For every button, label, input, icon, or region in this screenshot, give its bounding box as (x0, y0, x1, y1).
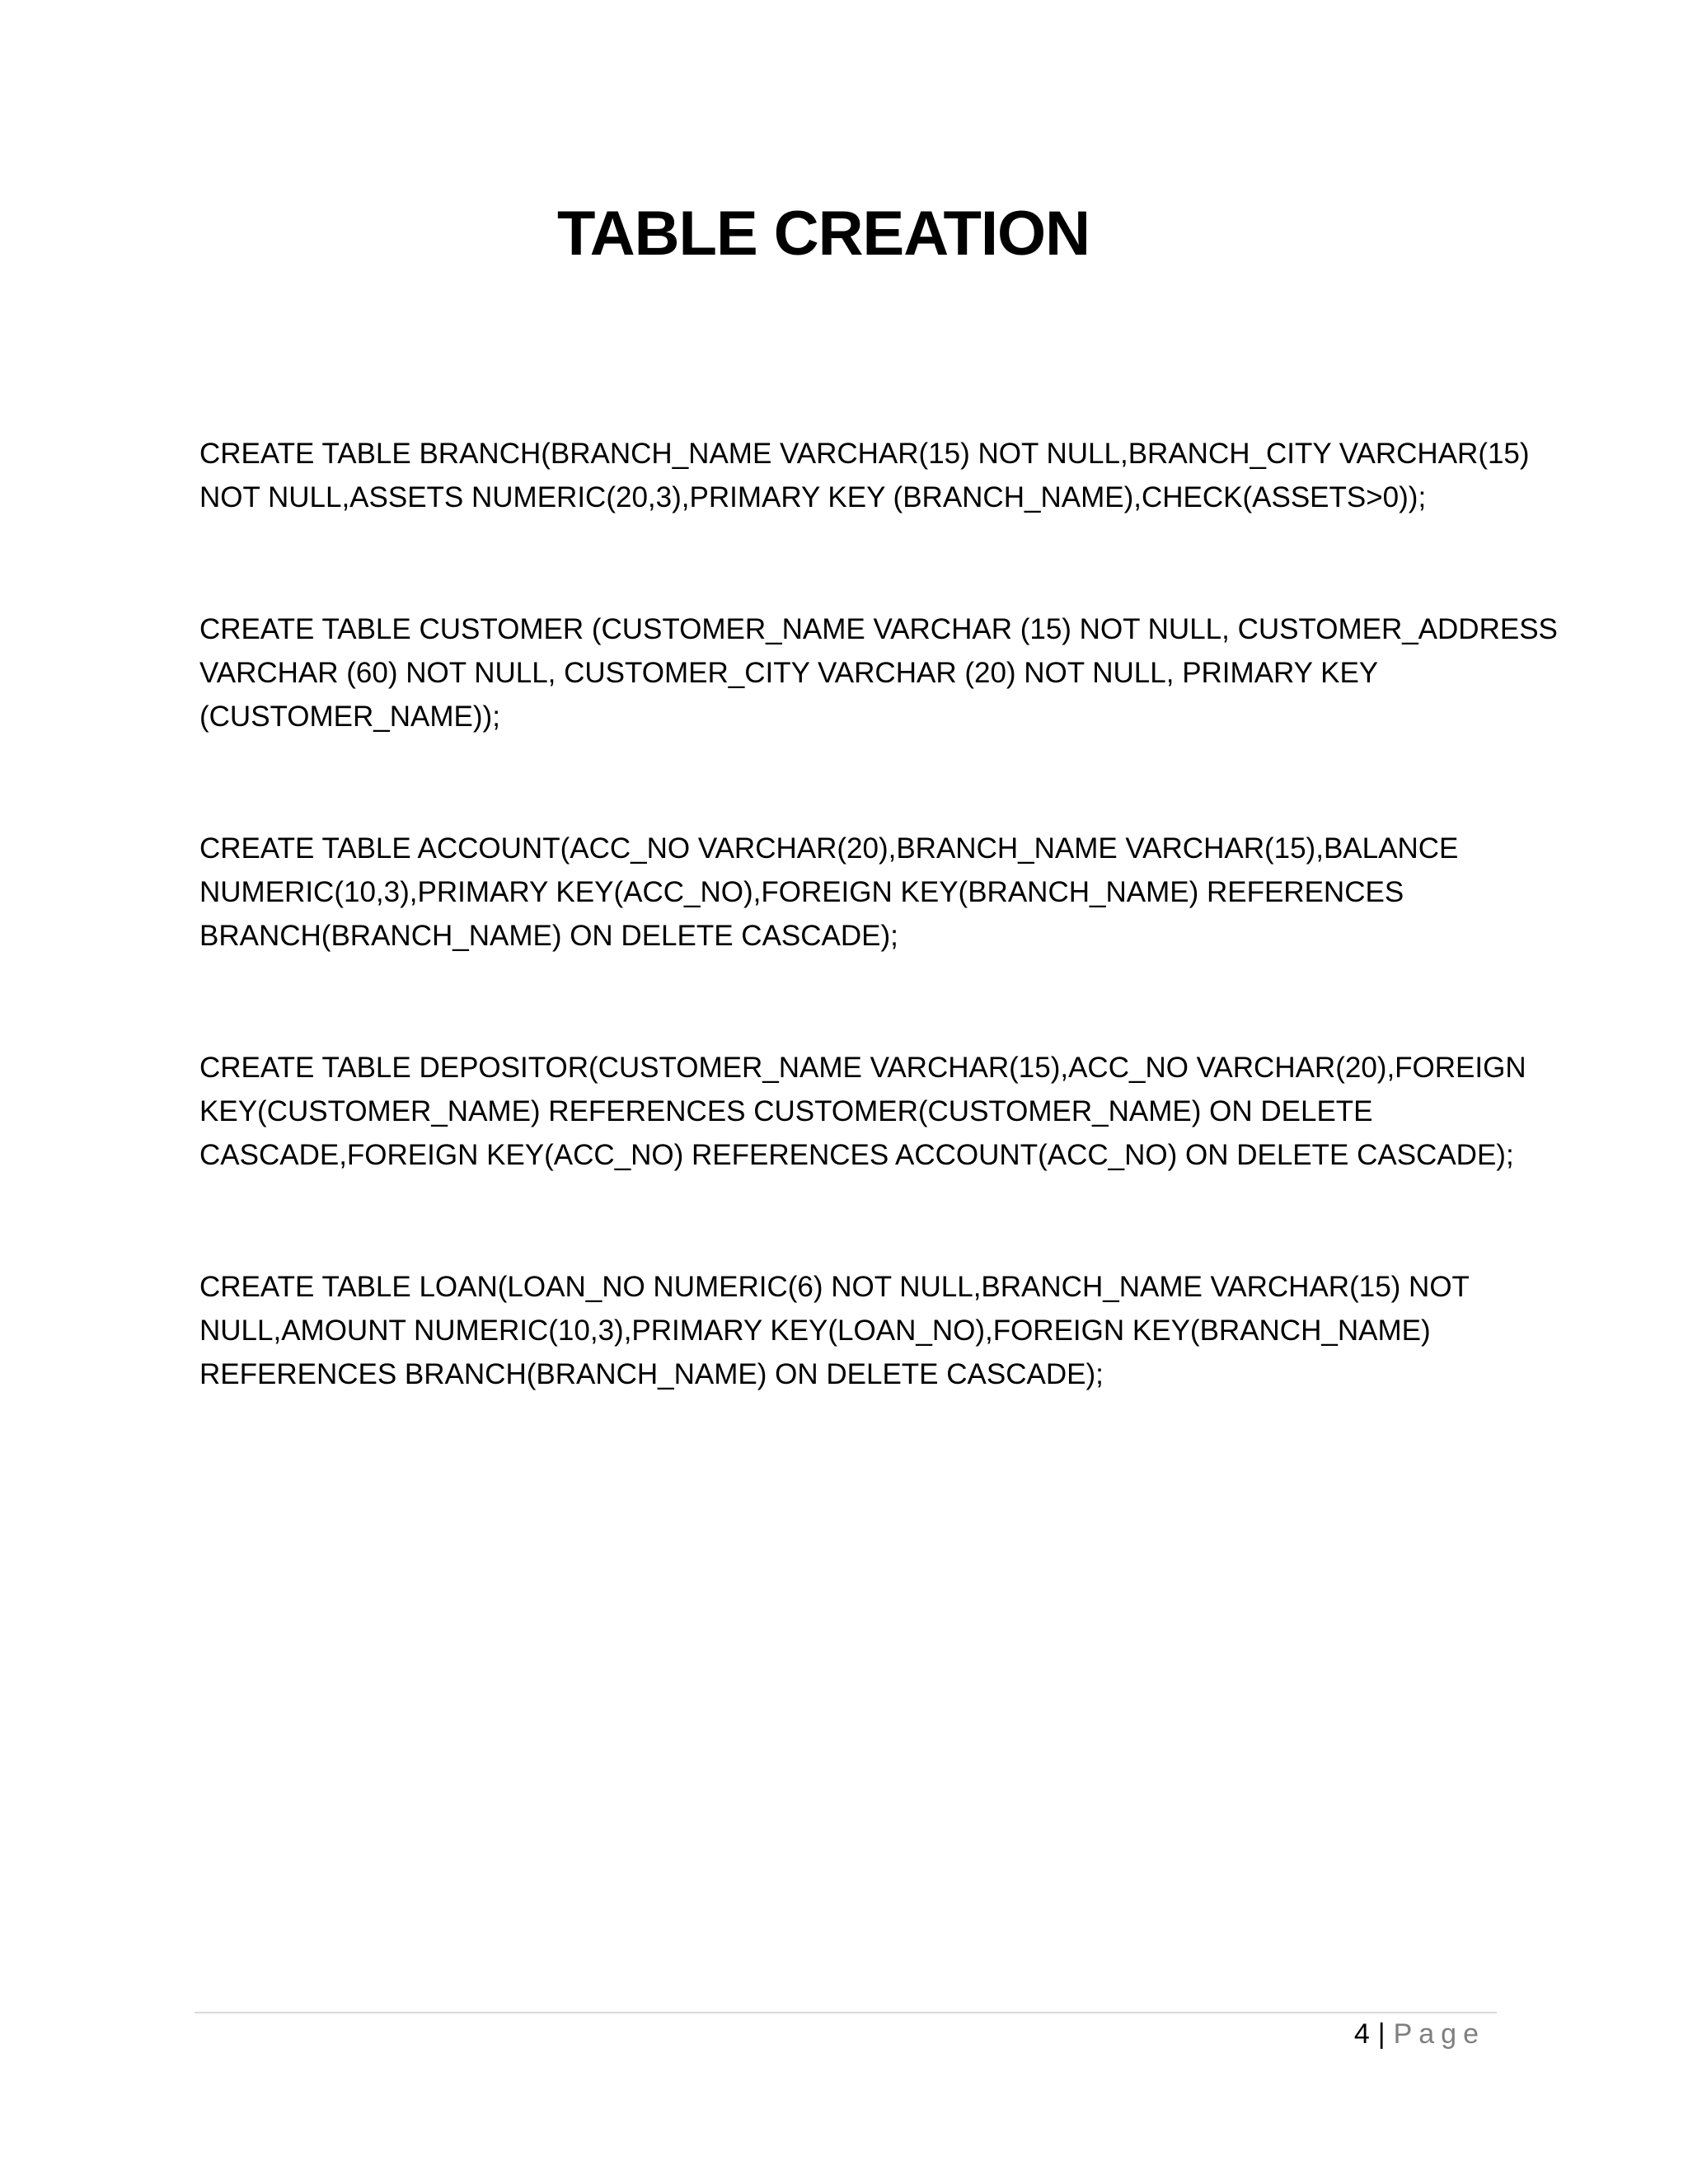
statement-line: NOT NULL,ASSETS NUMERIC(20,3),PRIMARY KEY (BRANCH_NAME),CHECK(ASSETS>0)); (199, 481, 1427, 513)
statement-line: CASCADE,FOREIGN KEY(ACC_NO) REFERENCES ACCOUNT(ACC_NO) ON DELETE CASCADE); (199, 1139, 1514, 1171)
statement-line: VARCHAR (60) NOT NULL, CUSTOMER_CITY VARCHAR (20) NOT NULL, PRIMARY KEY (199, 657, 1379, 689)
statement-line: REFERENCES BRANCH(BRANCH_NAME) ON DELETE CASCADE); (199, 1358, 1104, 1390)
sql-statement-account (199, 827, 1518, 958)
page-footer (1354, 2018, 1485, 2050)
sql-statement-branch (199, 432, 1530, 519)
page-title: TABLE CREATION (557, 199, 1090, 269)
page-label: Page (1393, 2018, 1485, 2050)
statement-line: CREATE TABLE BRANCH(BRANCH_NAME VARCHAR(15) NOT NULL,BRANCH_CITY VARCHAR(15) (199, 438, 1530, 470)
statement-line: BRANCH(BRANCH_NAME) ON DELETE CASCADE); (199, 920, 898, 952)
statement-line: CREATE TABLE ACCOUNT(ACC_NO VARCHAR(20),BRANCH_NAME VARCHAR(15),BALANCE (199, 832, 1459, 865)
statement-line: KEY(CUSTOMER_NAME) REFERENCES CUSTOMER(CUSTOMER_NAME) ON DELETE (199, 1095, 1373, 1127)
statement-line: (CUSTOMER_NAME)); (199, 701, 500, 733)
statement-line: CREATE TABLE LOAN(LOAN_NO NUMERIC(6) NOT NULL,BRANCH_NAME VARCHAR(15) NOT (199, 1271, 1470, 1303)
sql-statement-depositor (199, 1046, 1526, 1177)
sql-statement-customer (199, 607, 1558, 738)
page-number: 4 (1353, 2018, 1370, 2050)
footer-separator: | (1377, 2018, 1386, 2050)
statement-line: NUMERIC(10,3),PRIMARY KEY(ACC_NO),FOREIGN KEY(BRANCH_NAME) REFERENCES (199, 876, 1404, 908)
sql-statement-loan (199, 1265, 1518, 1396)
footer-divider (195, 2012, 1497, 2013)
statement-line: NULL,AMOUNT NUMERIC(10,3),PRIMARY KEY(LOAN_NO),FOREIGN KEY(BRANCH_NAME) (199, 1315, 1431, 1347)
statement-line: CREATE TABLE CUSTOMER (CUSTOMER_NAME VARCHAR (15) NOT NULL, CUSTOMER_ADDRESS (199, 613, 1558, 645)
statement-line: CREATE TABLE DEPOSITOR(CUSTOMER_NAME VARCHAR(15),ACC_NO VARCHAR(20),FOREIGN (199, 1052, 1526, 1084)
